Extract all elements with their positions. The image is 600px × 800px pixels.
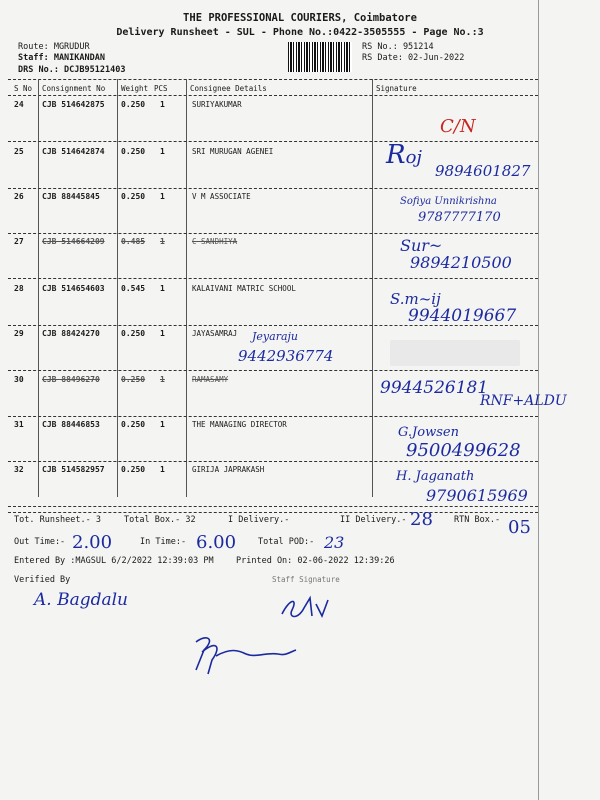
cell-pcs: 1 [160,329,165,338]
row-separator [8,278,538,279]
signature-row-29: Jeyaraju [252,330,299,343]
cell-consignee: THE MANAGING DIRECTOR [192,420,287,429]
cell-weight: 0.250 [121,420,146,429]
cell-weight: 0.250 [121,100,146,109]
cell-consignment-no: CJB 88424270 [42,329,100,338]
cell-consignment-no: CJB 514642874 [42,147,105,156]
cell-consignee: RAMASAMY [192,375,229,384]
company-title: THE PROFESSIONAL COURIERS, Coimbatore [183,12,417,24]
cell-consignee: KALAIVANI MATRIC SCHOOL [192,284,296,293]
cell-weight: 0.250 [121,192,146,201]
cell-sno: 24 [14,100,24,109]
phone-row-27: 9894210500 [410,253,512,272]
entered-by: Entered By :MAGSUL 6/2/2022 12:39:03 PM [14,556,214,566]
signature-row-25: Roj [386,140,422,170]
rtn-box-value: 05 [508,517,531,538]
row-separator [8,188,538,189]
total-runsheet: Tot. Runsheet.- 3 [14,515,101,525]
cell-pcs: 1 [160,237,165,246]
cell-sno: 29 [14,329,24,338]
cell-consignment-no: CJB 514664209 [42,237,105,246]
cell-sno: 31 [14,420,24,429]
runsheet-subtitle: Delivery Runsheet - SUL - Phone No.:0422-3505555 - Page No.:3 [116,27,484,38]
col-header-pcs: PCS [154,84,168,93]
phone-row-32: 9790615969 [426,486,528,505]
col-header-consignment: Consignment No [42,84,106,93]
out-time-value: 2.00 [72,532,113,553]
phone-row-26: 9787777170 [418,210,501,225]
cell-sno: 26 [14,192,24,201]
i-delivery-label: I Delivery.- [228,515,290,525]
cell-sno: 32 [14,465,24,474]
row-separator [8,141,538,142]
cell-sno: 25 [14,147,24,156]
faded-stamp [390,340,520,366]
cell-pcs: 1 [160,465,165,474]
cell-pcs: 1 [160,147,165,156]
phone-row-28: 9944019667 [408,306,517,326]
cell-consignment-no: CJB 88445845 [42,192,100,201]
staff-signature-mark [276,590,346,626]
cell-consignment-no: CJB 514642875 [42,100,105,109]
row-separator [8,233,538,234]
row-separator [8,461,538,462]
footer-rule [8,512,538,513]
cell-consignee: GIRIJA JAPRAKASH [192,465,265,474]
cell-pcs: 1 [160,420,165,429]
row-separator [8,370,538,371]
out-time-label: Out Time:- [14,537,66,547]
cell-pcs: 1 [160,192,165,201]
drs-number: DRS No.: DCJB95121403 [18,65,126,75]
cell-consignment-no: CJB 88446853 [42,420,100,429]
cell-weight: 0.250 [121,147,146,156]
in-time-label: In Time:- [140,537,187,547]
cell-pcs: 1 [160,284,165,293]
cell-consignee: SRI MURUGAN AGENEI [192,147,274,156]
row-separator [8,416,538,417]
cell-consignment-no: CJB 88496270 [42,375,100,384]
phone-row-25: 9894601827 [435,162,531,180]
row-separator [8,506,538,507]
rs-number: RS No.: 951214 [362,42,434,52]
table-header-rule [8,95,538,96]
phone-row-31: 9500499628 [406,440,521,461]
rs-date: RS Date: 02-Jun-2022 [362,53,465,63]
cell-sno: 30 [14,375,24,384]
staff-label: Staff: MANIKANDAN [18,53,105,63]
cell-consignment-no: CJB 514582957 [42,465,105,474]
total-pod-label: Total POD:- [258,537,315,547]
signature-row-27: Sur~ [400,236,443,255]
cell-weight: 0.485 [121,237,146,246]
staff-signature-label: Staff Signature [272,575,340,584]
cell-weight: 0.250 [121,329,146,338]
manager-signature-mark [186,630,306,678]
cell-consignee: JAYASAMRAJ [192,329,238,338]
cell-weight: 0.250 [121,375,146,384]
verified-by-label: Verified By [14,575,71,585]
route-label: Route: MGRUDUR [18,42,90,52]
signature-row-30: RNF+ALDU [480,393,567,409]
col-header-signature: Signature [376,84,417,93]
verified-signature: A. Bagdalu [34,590,128,610]
printed-on: Printed On: 02-06-2022 12:39:26 [236,556,395,566]
cell-consignee: C SANDHIYA [192,237,238,246]
table-top-rule [8,79,538,80]
cell-sno: 28 [14,284,24,293]
barcode-image [288,42,352,72]
cell-consignee: V M ASSOCIATE [192,192,251,201]
cell-pcs: 1 [160,375,165,384]
cell-weight: 0.250 [121,465,146,474]
signature-row-26: Sofiya Unnikrishna [400,196,497,207]
phone-row-30: 9944526181 [380,378,489,398]
cell-pcs: 1 [160,100,165,109]
ii-delivery-value: 28 [410,509,433,530]
col-header-consignee: Consignee Details [190,84,267,93]
signature-row-32: H. Jaganath [396,469,475,484]
cell-weight: 0.545 [121,284,146,293]
col-header-weight: Weight [121,84,149,93]
total-box: Total Box.- 32 [124,515,196,525]
signature-row-28: S.m~ij [390,290,441,308]
rtn-box-label: RTN Box.- [454,515,501,525]
cell-sno: 27 [14,237,24,246]
in-time-value: 6.00 [196,532,237,553]
cell-consignment-no: CJB 514654603 [42,284,105,293]
handwritten-cn-note: C/N [440,116,476,137]
cell-consignee: SURIYAKUMAR [192,100,242,109]
total-pod-value: 23 [324,533,345,552]
phone-row-29: 9442936774 [238,347,334,365]
ii-delivery-label: II Delivery.- [340,515,407,525]
col-header-sno: S No [14,84,33,93]
signature-row-31: G.Jowsen [398,425,459,440]
